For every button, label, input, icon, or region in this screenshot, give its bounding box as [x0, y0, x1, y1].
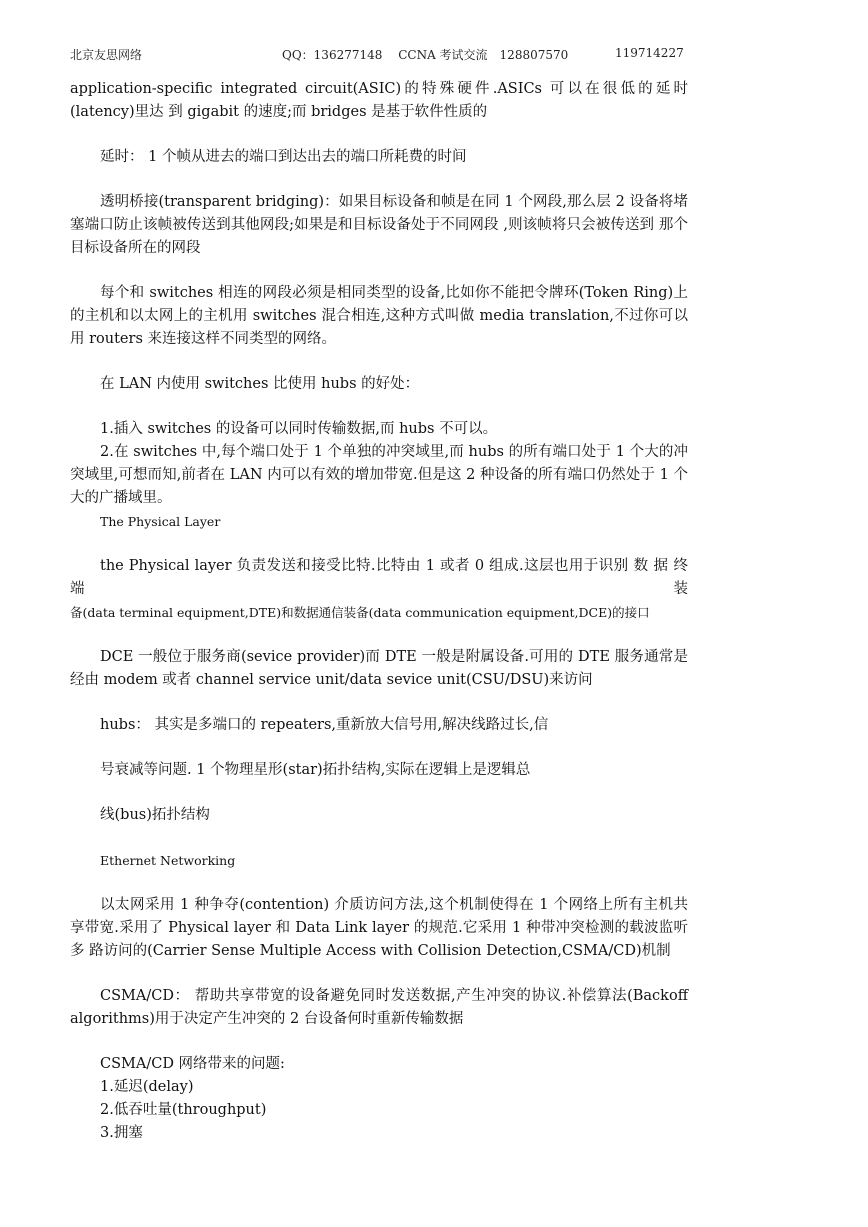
- header-number: 119714227: [615, 46, 684, 60]
- document-body: [70, 78, 688, 1145]
- heading-physical-layer: The Physical Layer: [100, 514, 221, 529]
- paragraph-hubs-line3: 线(bus)拓扑结构: [100, 807, 210, 823]
- paragraph-transparent-bridging: 透明桥接(transparent bridging)：如果目标设备和帧是在同 1 个网段,那么层 2 设备将堵 塞端口防止该帧被传送到其他网段;如果是和目标设备处于不同网段 ,则该帧将只会被传送到 那个目标设备所在的网段: [70, 194, 688, 256]
- paragraph-asic: application-specific integrated circuit(ASIC)的特殊硬件.ASICs 可以在很低的延时(latency)里达 到 gigabit 的速度;而 bridges 是基于软件性质的: [70, 81, 688, 120]
- heading-ethernet-networking: Ethernet Networking: [100, 853, 236, 868]
- paragraph-dce: DCE 一般位于服务商(sevice provider)而 DTE 一般是附属设备.可用的 DTE 服务通常是 经由 modem 或者 channel service unit/data sevice unit(CSU/DSU)来访问: [70, 649, 688, 688]
- list-item-problem-2: 2.低吞吐量(throughput): [100, 1102, 267, 1118]
- paragraph-latency: 延时： 1 个帧从进去的端口到达出去的端口所耗费的时间: [100, 149, 467, 165]
- header-org: 北京友思网络: [70, 48, 143, 62]
- header-qq: QQ：136277148 CCNA 考试交流 128807570: [282, 48, 569, 62]
- paragraph-hubs-line1: hubs： 其实是多端口的 repeaters,重新放大信号用,解决线路过长,信: [100, 717, 549, 733]
- list-item-problem-1: 1.延迟(delay): [100, 1079, 194, 1095]
- paragraph-csma-cd: CSMA/CD： 帮助共享带宽的设备避免同时发送数据,产生冲突的协议.补偿算法(Backoff algorithms)用于决定产生冲突的 2 台设备何时重新传输数据: [70, 988, 688, 1027]
- paragraph-csma-problems: CSMA/CD 网络带来的问题:: [100, 1056, 285, 1072]
- list-item-benefit-1: 1.插入 switches 的设备可以同时传输数据,而 hubs 不可以。: [100, 421, 498, 437]
- paragraph-physical-layer-line1: the Physical layer 负责发送和接受比特.比特由 1 或者 0 组成.这层也用于识别 数 据 终 端 装: [70, 558, 688, 597]
- list-item-benefit-2: 2.在 switches 中,每个端口处于 1 个单独的冲突域里,而 hubs 的所有端口处于 1 个大的冲 突域里,可想而知,前者在 LAN 内可以有效的增加带宽.但是这 2 种设备的所有端口仍然处于 1 个大的广播域里。: [70, 444, 688, 506]
- paragraph-physical-layer-line2: 备(data terminal equipment,DTE)和数据通信装备(data communication equipment,DCE)的接口: [70, 605, 650, 620]
- paragraph-ethernet: 以太网采用 1 种争夺(contention) 介质访问方法,这个机制使得在 1 个网络上所有主机共 享带宽.采用了 Physical layer 和 Data Link layer 的规范.它采用 1 种带冲突检测的载波监听多 路访问的(Carrier Sense Multiple Access with Collision Detection,CSMA/CD)机制: [70, 897, 688, 959]
- page-header: [70, 46, 690, 66]
- list-item-problem-3: 3.拥塞: [100, 1125, 143, 1141]
- paragraph-hubs-line2: 号衰减等问题. 1 个物理星形(star)拓扑结构,实际在逻辑上是逻辑总: [100, 762, 531, 778]
- paragraph-media-translation: 每个和 switches 相连的网段必须是相同类型的设备,比如你不能把令牌环(Token Ring)上 的主机和以太网上的主机用 switches 混合相连,这种方式叫做 media translation,不过你可以用 routers 来连接这样不同类型的网络。: [70, 285, 688, 347]
- paragraph-switch-benefits: 在 LAN 内使用 switches 比使用 hubs 的好处：: [100, 376, 420, 392]
